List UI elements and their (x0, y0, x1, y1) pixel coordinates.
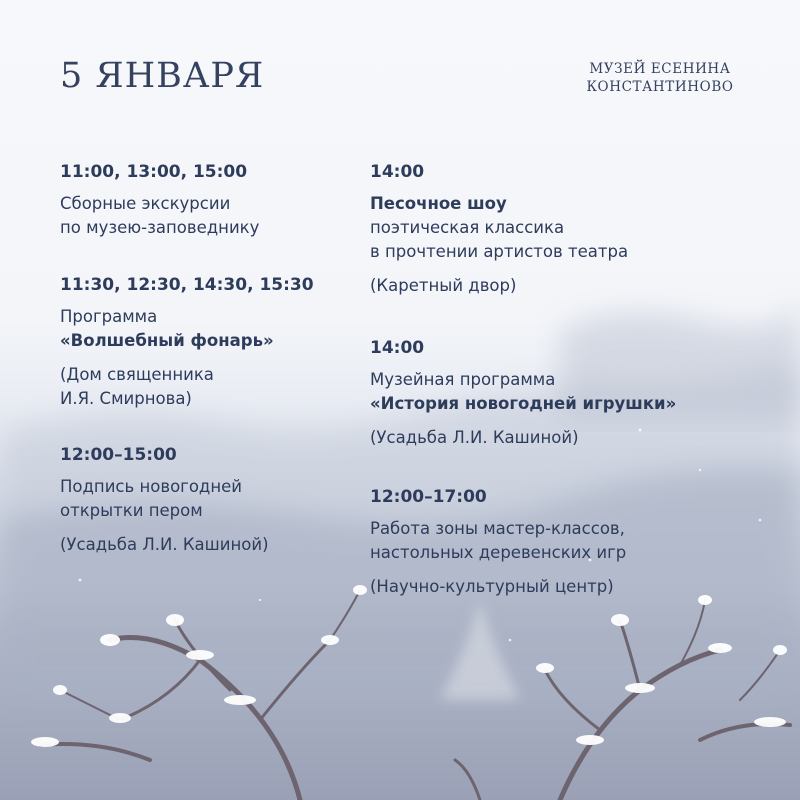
event-description: открытки пером (60, 501, 203, 520)
event-description: в прочтении артистов театра (370, 242, 629, 261)
event-time: 14:00 (370, 162, 425, 182)
event-location: (Усадьба Л.И. Кашиной) (60, 535, 269, 554)
event-description: Музейная программа (370, 370, 556, 389)
event-time: 12:00–17:00 (370, 487, 487, 507)
event-description: настольных деревенских игр (370, 543, 627, 562)
event-left-3 (60, 443, 269, 557)
event-location: И.Я. Смирнова) (60, 389, 192, 408)
event-right-3 (370, 485, 626, 599)
event-highlight: «История новогодней игрушки» (370, 394, 677, 413)
event-time: 11:30, 12:30, 14:30, 15:30 (60, 275, 314, 295)
event-description: Сборные экскурсии (60, 194, 231, 213)
event-location: (Каретный двор) (370, 276, 517, 295)
logo-line-1: МУЗЕЙ ЕСЕНИНА (589, 61, 731, 77)
event-time: 12:00–15:00 (60, 445, 177, 465)
event-location: (Научно-культурный центр) (370, 577, 614, 596)
event-right-2 (370, 336, 676, 450)
event-location: (Дом священника (60, 365, 214, 384)
event-location: (Усадьба Л.И. Кашиной) (370, 428, 579, 447)
event-highlight: «Волшебный фонарь» (60, 331, 274, 350)
event-description: поэтическая классика (370, 218, 565, 237)
event-description: Программа (60, 307, 158, 326)
event-description: по музею-заповеднику (60, 218, 260, 237)
event-time: 14:00 (370, 338, 425, 358)
event-time: 11:00, 13:00, 15:00 (60, 162, 248, 182)
event-description: Работа зоны мастер-классов, (370, 519, 625, 538)
event-left-1 (60, 160, 259, 240)
event-highlight: Песочное шоу (370, 194, 507, 213)
logo-line-2: КОНСТАНТИНОВО (586, 79, 734, 95)
event-description: Подпись новогодней (60, 477, 242, 496)
page-title: 5 ЯНВАРЯ (60, 56, 265, 96)
event-right-1 (370, 160, 628, 298)
event-left-2 (60, 273, 314, 411)
museum-logo (560, 60, 760, 96)
